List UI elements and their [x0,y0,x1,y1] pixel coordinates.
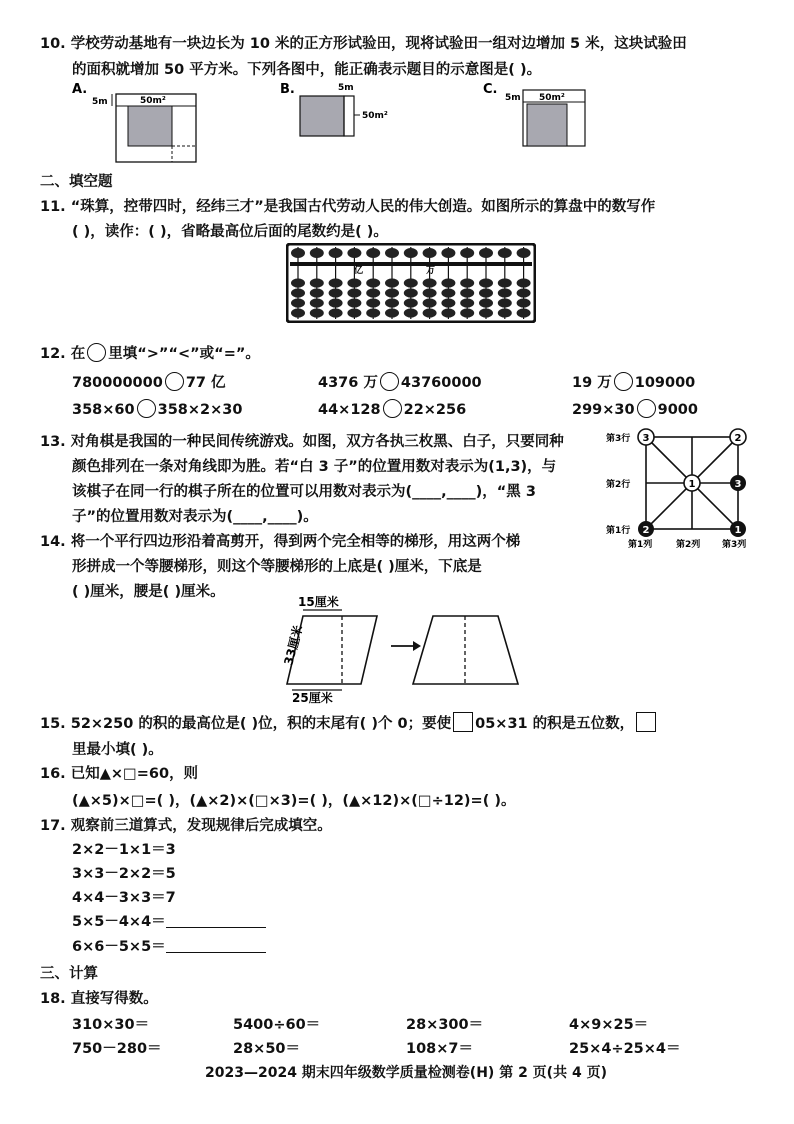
opt-a-label: A. [72,82,88,97]
q10-option-c-figure[interactable] [483,80,623,154]
abacus-bead [498,278,512,287]
abacus-bead [291,288,305,297]
abacus-bead [498,288,512,297]
abacus-bead [347,248,361,258]
abacus-yi-label: 亿 [354,266,364,276]
compare-circle[interactable] [165,372,184,391]
q14-line1: 14. 将一个平行四边形沿着高剪开，得到两个完全相等的梯形，用这两个梯 [40,534,521,550]
col-label-3: 第3列 [722,540,747,550]
abacus-bead [347,278,361,287]
abacus-bead [460,308,474,317]
cmp-left: 299×30 [572,402,635,418]
abacus-bead [385,248,399,258]
abacus-bead [366,248,380,258]
white-piece-3: 3 [642,433,650,444]
opt-b-5m: 5m [338,83,354,93]
abacus-bead [423,308,437,317]
abacus-bead [479,278,493,287]
abacus-bead [329,298,343,307]
compare-circle[interactable] [614,372,633,391]
q18-r2-1: 750－280＝ [72,1041,162,1057]
abacus-bead [310,288,324,297]
abacus-bead [347,288,361,297]
q12-title-b: 里填“>”“<”或“=”。 [108,346,260,362]
cmp-right: 109000 [634,375,696,391]
cmp-left: 4376 万 [318,375,378,391]
q17-eq-5-text: 6×6－5×5＝ [72,939,166,955]
abacus-bead [329,308,343,317]
abacus-bead [310,278,324,287]
abacus-bead [498,248,512,258]
opt-a-5m: 5m [92,97,108,107]
abacus-bead [366,298,380,307]
abacus-bead [423,278,437,287]
abacus-bead [423,288,437,297]
abacus-bead [460,248,474,258]
compare-circle[interactable] [637,399,656,418]
q18-r2-4: 25×4÷25×4＝ [569,1041,681,1057]
q12-row1-item3 [572,371,695,392]
cmp-right: 77 亿 [185,375,226,391]
row-label-3: 第3行 [606,434,631,444]
abacus-bead [479,308,493,317]
q10-option-a-figure[interactable] [72,80,202,169]
q15-line1-a: 15. 52×250 的积的最高位是( )位，积的末尾有( )个 0；要使 [40,716,452,732]
q11-line1: 11. “珠算，控带四时，经纬三才”是我国古代劳动人民的伟大创造。如图所示的算盘中的数写作 [40,199,656,215]
white-piece-1: 1 [688,479,696,490]
q17-eq-2: 3×3－2×2＝5 [72,866,176,882]
q17-eq-3: 4×4－3×3＝7 [72,890,176,906]
top-length-label: 15厘米 [298,595,339,609]
q15-line1 [40,712,658,733]
cmp-left: 780000000 [72,375,163,391]
abacus-bead [460,288,474,297]
q13-line4: 子”的位置用数对表示为(____,____)。 [72,509,318,525]
abacus-bead [404,288,418,297]
q17-eq-5 [72,935,266,956]
abacus-bead [291,298,305,307]
page-footer: 2023—2024 期末四年级数学质量检测卷(H) 第 2 页(共 4 页) [205,1065,607,1081]
q10-line1: 10. 学校劳动基地有一块边长为 10 米的正方形试验田，现将试验田一组对边增加 5 米，这块试验田 [40,36,687,52]
abacus-bead [291,308,305,317]
abacus-bead [441,278,455,287]
box-blank[interactable] [453,712,473,732]
black-piece-1: 1 [734,525,742,536]
box-blank-icon [636,712,656,732]
q14-line3: ( )厘米，腰是( )厘米。 [72,584,225,600]
abacus-bead [460,298,474,307]
cmp-left: 44×128 [318,402,381,418]
abacus-wan-label: 万 [426,266,436,276]
abacus-bead [441,308,455,317]
abacus-bead [498,298,512,307]
abacus-bead [291,278,305,287]
q15-line1-b: 05×31 的积是五位数， [475,716,635,732]
cmp-right: 43760000 [400,375,482,391]
abacus-bead [329,278,343,287]
abacus-bead [310,248,324,258]
abacus-bead [423,298,437,307]
q17-eq-1: 2×2－1×1＝3 [72,842,176,858]
q15-line2: 里最小填( )。 [72,742,163,758]
abacus-bead [441,298,455,307]
section-3-heading: 三、计算 [40,966,98,982]
q10-line2: 的面积就增加 50 平方米。下列各图中，能正确表示题目的示意图是( )。 [72,62,542,78]
abacus-bead [291,248,305,258]
q10-option-b-figure[interactable] [280,80,420,144]
q18-r2-2: 28×50＝ [233,1041,301,1057]
abacus-bead [310,298,324,307]
abacus-bead [479,248,493,258]
abacus-bead [385,288,399,297]
abacus-bead [329,248,343,258]
abacus-bead [423,248,437,258]
opt-b-50: 50m² [362,111,388,121]
abacus-bead [385,278,399,287]
q13-line1: 13. 对角棋是我国的一种民间传统游戏。如图，双方各执三枚黑、白子，只要同种 [40,434,564,450]
col-label-2: 第2列 [676,540,701,550]
abacus-bead [404,278,418,287]
q13-line2: 颜色排列在一条对角线即为胜。若“白 3 子”的位置用数对表示为(1,3)，与 [72,459,557,475]
abacus-bead [310,308,324,317]
q12-row2-item3 [572,399,698,418]
abacus-bead [517,248,531,258]
q12-title-a: 12. 在 [40,346,86,362]
white-piece-2: 2 [734,433,742,444]
arrow-right-icon [413,641,421,651]
q16-line2: (▲×5)×□=( )，(▲×2)×(□×3)=( )，(▲×12)×(□÷12)=( )。 [72,793,516,809]
q12-row2-item2 [318,399,466,418]
abacus-bead [479,298,493,307]
q12-row1-item1 [72,371,226,392]
abacus-bead [517,288,531,297]
abacus-bead [441,248,455,258]
row-label-2: 第2行 [606,480,631,490]
q12-title [40,342,260,363]
q12-row2-item1 [72,399,242,418]
q17-eq-4-text: 5×5－4×4＝ [72,914,166,930]
abacus-bead [517,278,531,287]
q12-row1-item2 [318,371,482,392]
abacus-bead [441,288,455,297]
cmp-left: 358×60 [72,402,135,418]
abacus-bead [366,288,380,297]
black-piece-2: 2 [642,525,650,536]
abacus-bead [329,288,343,297]
abacus-bead [385,308,399,317]
abacus-bead [385,298,399,307]
circle-blank-icon [87,343,106,362]
parallelogram-figure [278,594,538,708]
abacus-bead [404,248,418,258]
answer-blank[interactable] [166,938,266,953]
col-label-1: 第1列 [628,540,653,550]
cmp-right: 9000 [657,402,698,418]
opt-c-50: 50m² [539,93,565,103]
opt-b-label: B. [280,82,295,97]
abacus-bead [517,308,531,317]
side-length-label: 33厘米 [281,623,306,667]
abacus-bead [347,308,361,317]
q11-line2: ( )，读作：( )，省略最高位后面的尾数约是( )。 [72,224,388,240]
q18-title: 18. 直接写得数。 [40,991,158,1007]
q14-line2: 形拼成一个等腰梯形，则这个等腰梯形的上底是( )厘米，下底是 [72,559,482,575]
abacus-bead [366,308,380,317]
abacus-bead [347,298,361,307]
compare-circle[interactable] [137,399,156,418]
q18-r1-1: 310×30＝ [72,1017,150,1033]
row-label-1: 第1行 [606,526,631,536]
abacus-bead [517,298,531,307]
abacus-bead [366,278,380,287]
q17-title: 17. 观察前三道算式，发现规律后完成填空。 [40,818,332,834]
q16-line1: 16. 已知▲×□=60，则 [40,766,199,782]
diagonal-chess-board [604,427,764,556]
cmp-right: 22×256 [403,402,467,418]
bottom-length-label: 25厘米 [292,691,333,704]
section-2-heading: 二、填空题 [40,174,113,190]
opt-a-50: 50m² [140,96,166,106]
abacus-bead [404,298,418,307]
q17-eq-4 [72,910,266,931]
abacus-bead [404,308,418,317]
opt-c-5m: 5m [505,93,521,103]
abacus-bead [460,278,474,287]
q18-r2-3: 108×7＝ [406,1041,474,1057]
q18-r1-2: 5400÷60＝ [233,1017,321,1033]
abacus-bead [498,308,512,317]
q18-r1-4: 4×9×25＝ [569,1017,649,1033]
answer-blank[interactable] [166,913,266,928]
compare-circle[interactable] [383,399,402,418]
abacus-figure [286,243,536,327]
opt-c-label: C. [483,82,498,97]
abacus-bead [479,288,493,297]
q13-line3: 该棋子在同一行的棋子所在的位置可以用数对表示为(____,____)，“黑 3 [72,484,536,500]
compare-circle[interactable] [380,372,399,391]
cmp-right: 358×2×30 [157,402,243,418]
q18-r1-3: 28×300＝ [406,1017,484,1033]
cmp-left: 19 万 [572,375,612,391]
black-piece-3: 3 [734,479,742,490]
